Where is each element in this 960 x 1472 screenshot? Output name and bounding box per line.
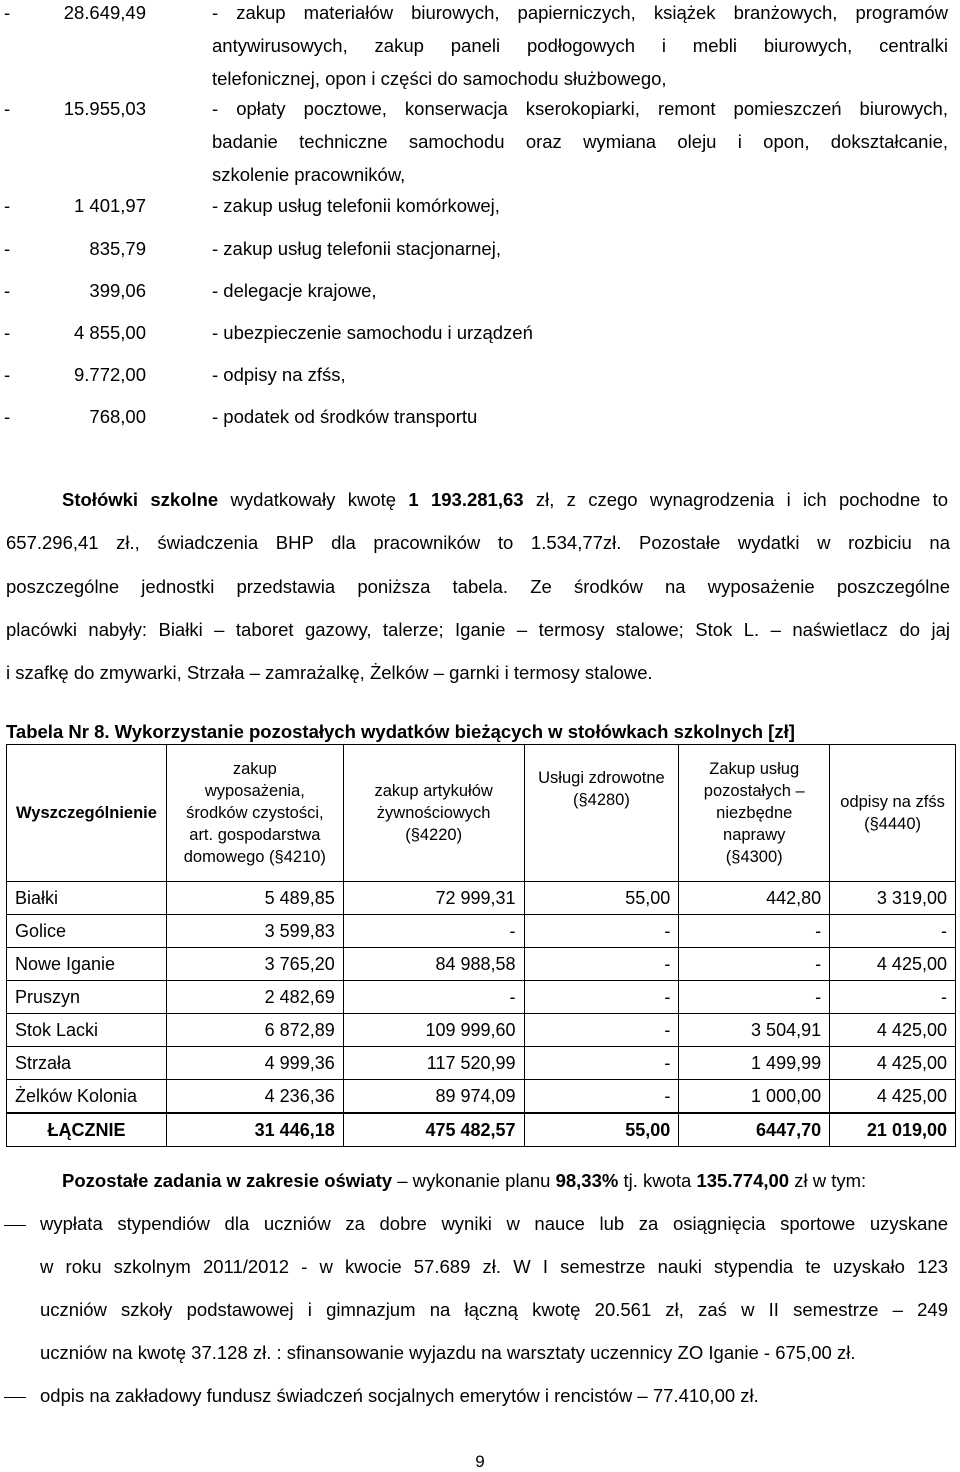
table-cell: Nowe Iganie (7, 948, 167, 981)
column-header: odpisy na zfśs (§4440) (830, 745, 956, 882)
expense-amount: 9.772,00 (73, 364, 146, 385)
expense-line: - zakup usług telefonii komórkowej, (212, 195, 500, 216)
expense-line: szkolenie pracowników, (212, 164, 406, 185)
expense-description (212, 92, 948, 191)
table-cell: - (524, 1047, 679, 1080)
table-cell: - (524, 948, 679, 981)
table-cell: Pruszyn (7, 981, 167, 1014)
table-row (7, 1080, 956, 1114)
column-header: zakup artykułów żywnościowych (§4220) (343, 745, 524, 882)
table-cell: 3 504,91 (679, 1014, 830, 1047)
table-cell: 6 872,89 (166, 1014, 343, 1047)
bold-phrase: Pozostałe zadania w zakresie oświaty (62, 1170, 393, 1191)
table-cell: 5 489,85 (166, 882, 343, 915)
bullet-line: w roku szkolnym 2011/2012 - w kwocie 57.689 zł. W I semestrze nauki stypendia te uzyskało 123 (40, 1256, 948, 1277)
column-header: zakup wyposażenia, środków czystości, art. gospodarstwa domowego (§4210) (166, 745, 343, 882)
table-cell: - (524, 981, 679, 1014)
bold-phrase: Stołówki szkolne (62, 489, 219, 510)
table-cell: 4 425,00 (830, 948, 956, 981)
expense-line: antywirusowych, zakup paneli podłogowych i mebli biurowych, centralki (212, 35, 948, 56)
text-run: wydatkowały kwotę (218, 489, 409, 510)
expense-amount: 28.649,49 (63, 2, 146, 23)
table-row (7, 915, 956, 948)
table-cell: 3 599,83 (166, 915, 343, 948)
expense-line: telefonicznej, opon i części do samochodu służbowego, (212, 68, 667, 89)
expense-amount: 399,06 (89, 280, 146, 301)
expense-amount: 835,79 (89, 238, 146, 259)
paragraph-line: poszczególne jednostki przedstawia poniższa tabela. Ze środków na wyposażenie poszczególne (6, 576, 950, 597)
table-cell: 4 425,00 (830, 1014, 956, 1047)
table-cell: - (679, 981, 830, 1014)
bold-amount: 135.774,00 (696, 1170, 790, 1191)
table-cell: 89 974,09 (343, 1080, 524, 1114)
column-header: Usługi zdrowotne (§4280) (524, 745, 679, 882)
expense-amount: 4 855,00 (73, 322, 146, 343)
table-cell: 2 482,69 (166, 981, 343, 1014)
expense-description (212, 0, 948, 95)
bullet-line: odpis na zakładowy fundusz świadczeń socjalnych emerytów i rencistów – 77.410,00 zł. (40, 1385, 759, 1406)
table-cell: 442,80 (679, 882, 830, 915)
expense-line: - zakup usług telefonii stacjonarnej, (212, 238, 501, 259)
text-run: zł, z czego wynagrodzenia i ich pochodne to (523, 489, 949, 510)
list-dash: - (4, 238, 11, 259)
table-cell: Stok Lacki (7, 1014, 167, 1047)
table-row (7, 981, 956, 1014)
expense-description (212, 232, 948, 265)
bullet-line: uczniów na kwotę 37.128 zł. : sfinansowanie wyjazdu na warsztaty uczennicy ZO Iganie - 675,00 zł. (40, 1342, 856, 1363)
paragraph-line: i szafkę do zmywarki, Strzała – zamrażalkę, Żelków – garnki i termosy stalowe. (6, 662, 653, 683)
table-cell: Strzała (7, 1047, 167, 1080)
text-run: tj. kwota (618, 1170, 697, 1191)
bullet-dash (4, 1225, 26, 1226)
expense-description (212, 316, 948, 349)
table-caption: Tabela Nr 8. Wykorzystanie pozostałych wydatków bieżących w stołówkach szkolnych [zł] (6, 721, 795, 742)
table-row (7, 1014, 956, 1047)
bullet-dash (4, 1397, 26, 1398)
expense-amount: 15.955,03 (63, 98, 146, 119)
table-cell: 4 999,36 (166, 1047, 343, 1080)
table-cell: 72 999,31 (343, 882, 524, 915)
table-cell: 475 482,57 (343, 1113, 524, 1147)
table-cell: 109 999,60 (343, 1014, 524, 1047)
expense-line: - ubezpieczenie samochodu i urządzeń (212, 322, 533, 343)
text-run: zł w tym: (789, 1170, 867, 1191)
table-cell: - (679, 948, 830, 981)
table-row (7, 1047, 956, 1080)
table-cell: 55,00 (524, 1113, 679, 1147)
expense-line: - delegacje krajowe, (212, 280, 377, 301)
table-cell: ŁĄCZNIE (7, 1113, 167, 1147)
bold-amount: 1 193.281,63 (408, 489, 524, 510)
page-number: 9 (475, 1452, 485, 1471)
table-cell: - (343, 981, 524, 1014)
column-header: Zakup usług pozostałych – niezbędne naprawy (§4300) (679, 745, 830, 882)
table-cell: Białki (7, 882, 167, 915)
table-row (7, 882, 956, 915)
table-cell: Golice (7, 915, 167, 948)
expense-line: - opłaty pocztowe, konserwacja kserokopiarki, remont pomieszczeń biurowych, (212, 98, 948, 119)
table-cell: 117 520,99 (343, 1047, 524, 1080)
expense-description (212, 400, 948, 433)
table-cell: - (524, 1014, 679, 1047)
table-cell: 3 765,20 (166, 948, 343, 981)
bullet-line: uczniów szkoły podstawowej i gimnazjum na łączną kwotę 20.561 zł, zaś w II semestrze – 249 (40, 1299, 948, 1320)
expense-line: - odpisy na zfśs, (212, 364, 346, 385)
table-cell: 1 499,99 (679, 1047, 830, 1080)
table-cell: 1 000,00 (679, 1080, 830, 1114)
table-cell: 31 446,18 (166, 1113, 343, 1147)
table-cell: - (830, 915, 956, 948)
list-dash: - (4, 364, 11, 385)
expense-description (212, 274, 948, 307)
expense-line: - zakup materiałów biurowych, papierniczych, książek branżowych, programów (212, 2, 948, 23)
table-cell: 84 988,58 (343, 948, 524, 981)
table-cell: - (830, 981, 956, 1014)
list-dash: - (4, 98, 11, 119)
table-cell: 6447,70 (679, 1113, 830, 1147)
column-header: Wyszczególnienie (7, 745, 167, 882)
table-cell: - (679, 915, 830, 948)
expense-amount: 1 401,97 (73, 195, 146, 216)
text-run: – wykonanie planu (392, 1170, 556, 1191)
list-dash: - (4, 2, 11, 23)
expense-line: - podatek od środków transportu (212, 406, 478, 427)
list-dash: - (4, 280, 11, 301)
table-cell: 4 425,00 (830, 1047, 956, 1080)
paragraph-line: placówki nabyły: Białki – taboret gazowy, talerze; Iganie – termosy stalowe; Stok L. – naświetlacz do jaj (6, 619, 950, 640)
expense-description (212, 189, 948, 222)
table-cell: - (524, 1080, 679, 1114)
table-cell: 55,00 (524, 882, 679, 915)
expense-amount: 768,00 (89, 406, 146, 427)
table-cell: - (524, 915, 679, 948)
table-cell: 4 236,36 (166, 1080, 343, 1114)
bold-percent: 98,33% (555, 1170, 619, 1191)
table-cell: 4 425,00 (830, 1080, 956, 1114)
table-row (7, 948, 956, 981)
paragraph-line (62, 489, 948, 511)
expense-line: badanie techniczne samochodu oraz wymiana oleju i opon, dokształcanie, (212, 131, 948, 152)
table-total-row (7, 1113, 956, 1147)
table-header-row (7, 745, 956, 882)
list-dash: - (4, 195, 11, 216)
expense-description (212, 358, 948, 391)
list-dash: - (4, 322, 11, 343)
paragraph-line (62, 1170, 960, 1192)
expenses-table (6, 744, 956, 1147)
list-dash: - (4, 406, 11, 427)
table-cell: - (343, 915, 524, 948)
bullet-line: wypłata stypendiów dla uczniów za dobre wyniki w nauce lub za osiągnięcia sportowe uzyskane (40, 1213, 948, 1234)
paragraph-line: 657.296,41 zł., świadczenia BHP dla pracowników to 1.534,77zł. Pozostałe wydatki w rozbiciu na (6, 532, 950, 553)
table-cell: 3 319,00 (830, 882, 956, 915)
table-cell: 21 019,00 (830, 1113, 956, 1147)
table-cell: Żelków Kolonia (7, 1080, 167, 1114)
